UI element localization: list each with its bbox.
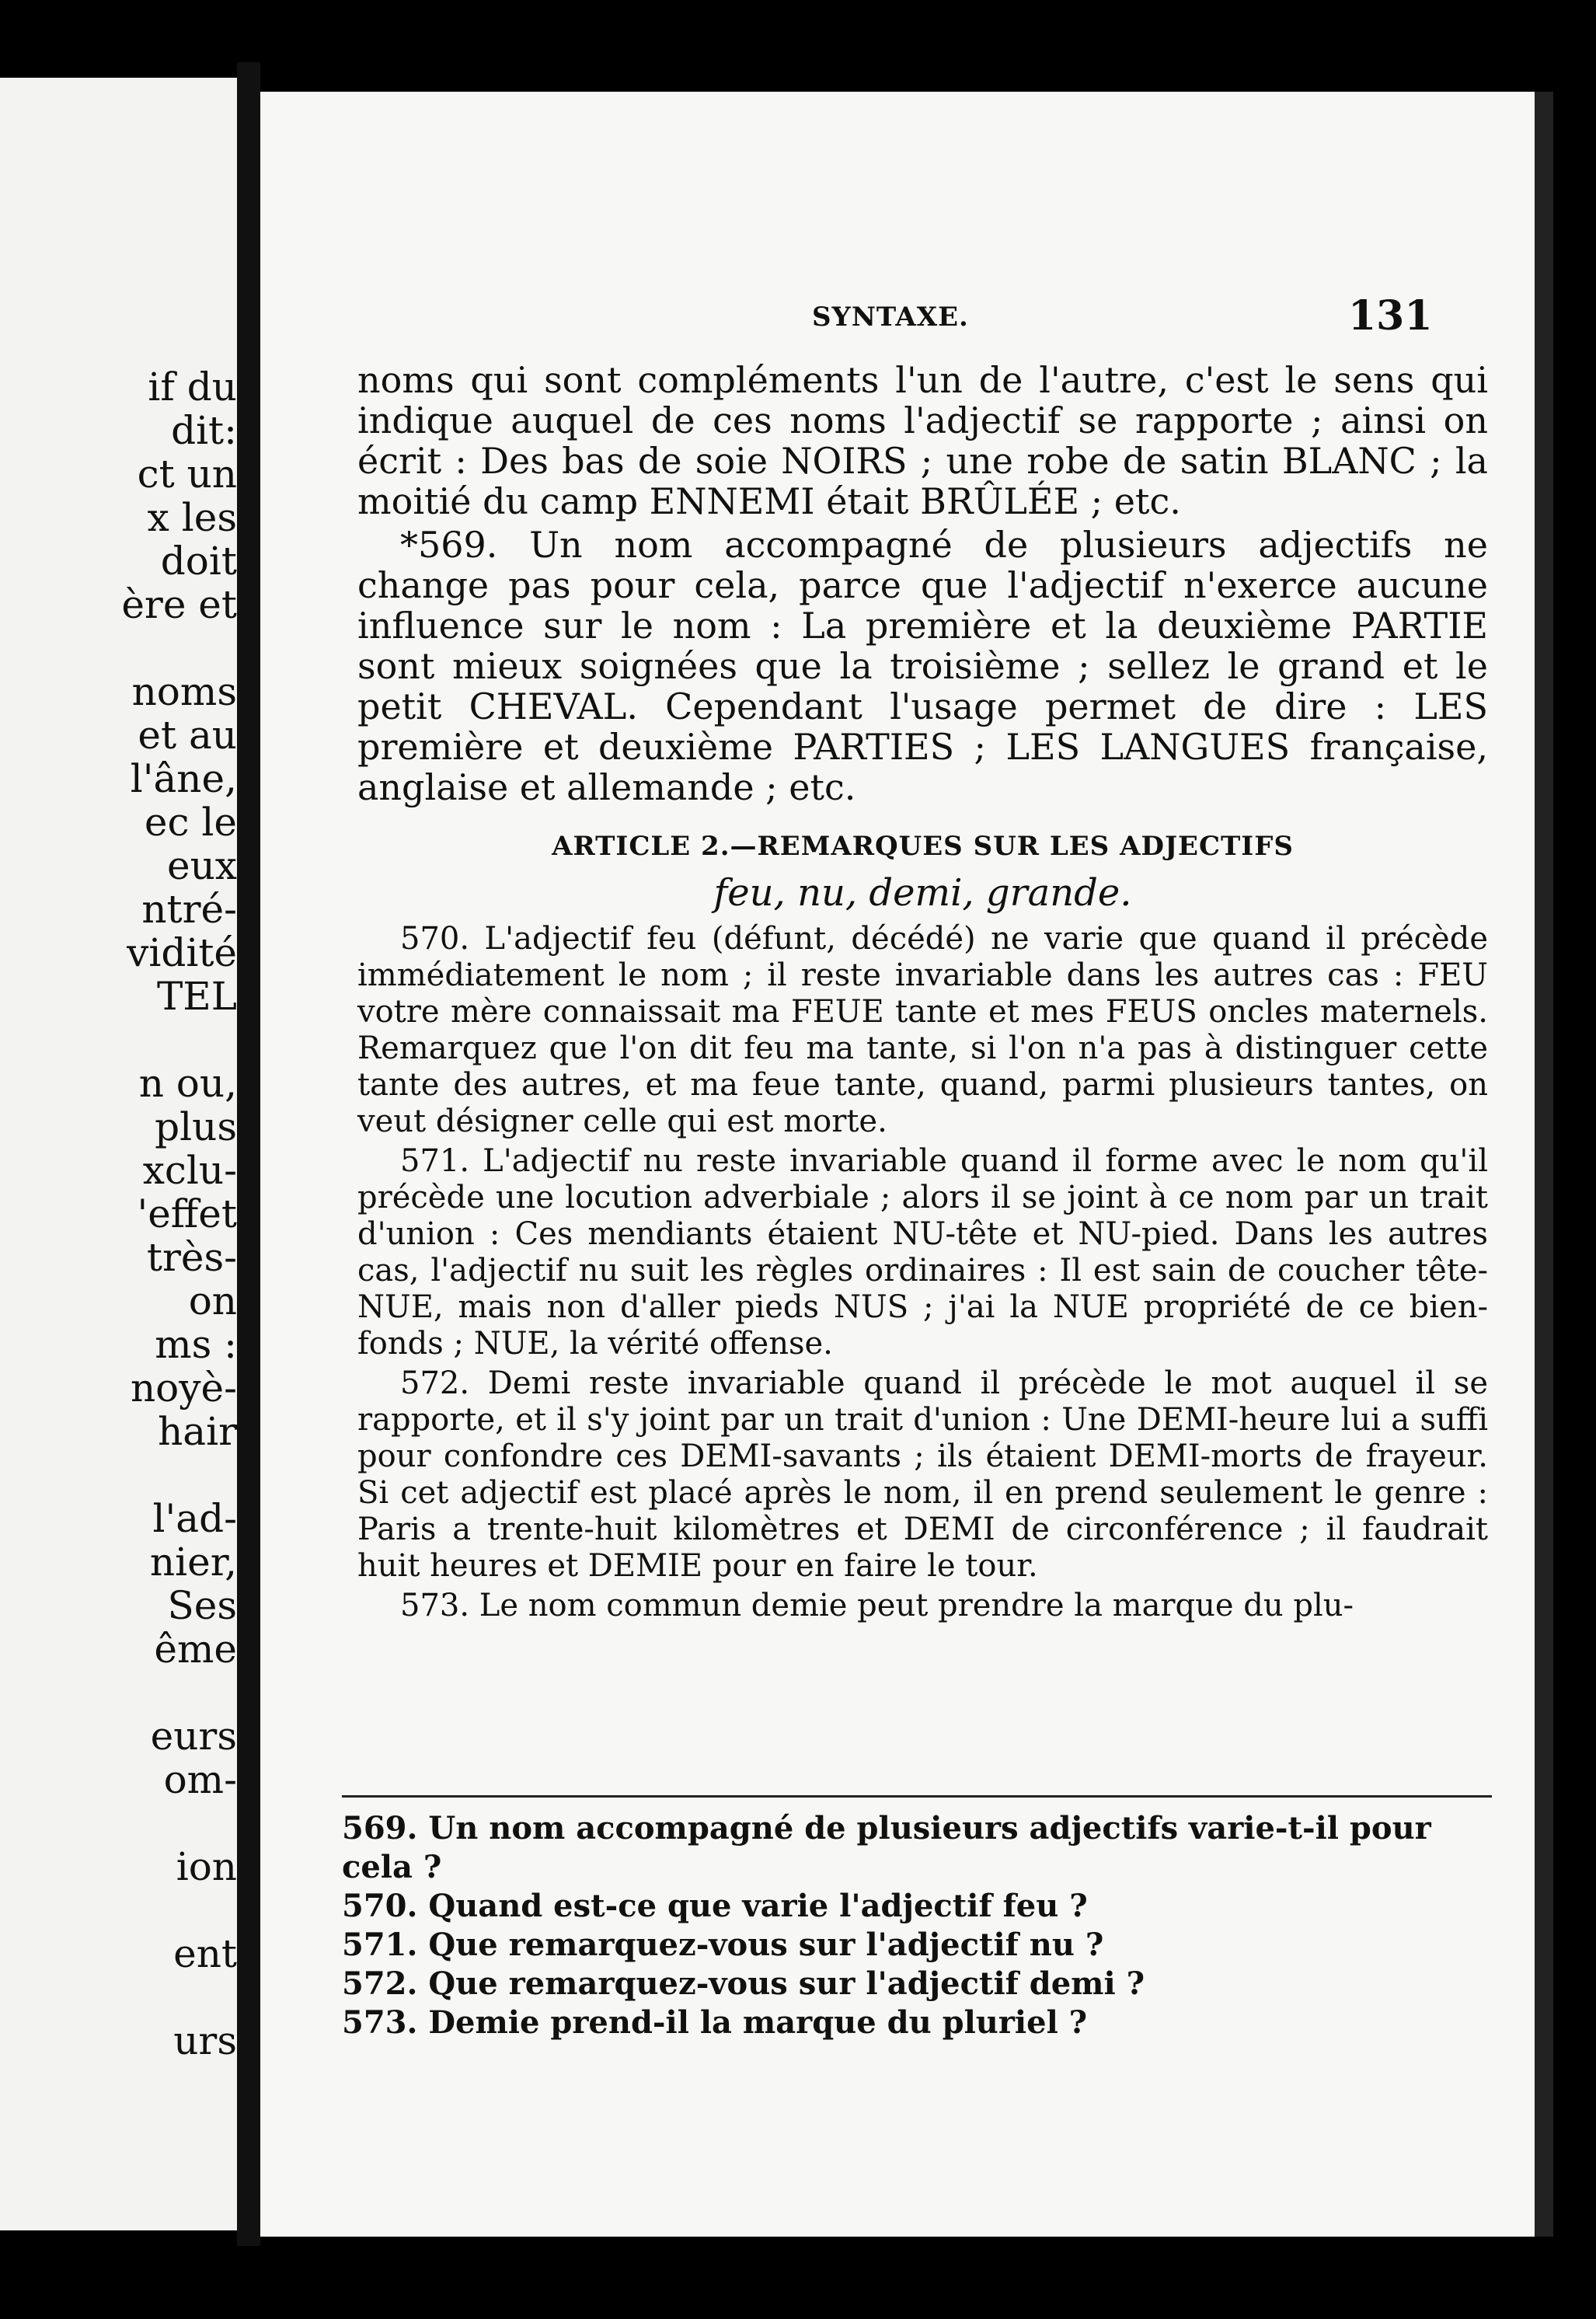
left-fragment: 'effet	[137, 1192, 237, 1236]
left-fragment: nier,	[149, 1540, 237, 1584]
left-fragment: l'âne,	[130, 757, 237, 800]
separator-rule	[342, 1795, 1492, 1798]
left-fragment: ms :	[155, 1323, 237, 1366]
questions-block	[342, 1809, 1492, 2042]
left-fragment: l'ad-	[152, 1497, 237, 1540]
paragraph-571: 571. L'adjectif nu reste invariable quand il forme avec le nom qu'il précède une locution adverbiale ; alors il se joint à ce nom par un trait d'union : Ces mendiants étaient NU-tête et NU-pied. Dans les autres cas, l'adjectif nu suit les règles ordinaires : Il est sain de coucher tête-NUE, mais non d'aller pieds NUS ; j'ai la NUE propriété de ce bien-fonds ; NUE, la vérité offense.	[357, 1143, 1488, 1362]
left-page	[0, 78, 237, 2230]
paragraph-569: *569. Un nom accompagné de plusieurs adjectifs ne change pas pour cela, parce que l'adjectif n'exerce aucune influence sur le nom : La première et la deuxième PARTIE sont mieux soignées que la troisième ; sellez le grand et le petit CHEVAL. Cependant l'usage permet de dire : LES première et deuxième PARTIES ; LES LANGUES française, anglaise et allemande ; etc.	[357, 524, 1488, 808]
left-fragment: urs	[173, 2019, 237, 2063]
question-571: 571. Que remarquez-vous sur l'adjectif nu ?	[342, 1927, 1104, 1963]
left-fragment	[4, 1888, 237, 1932]
left-fragment: doit	[160, 539, 237, 583]
paragraph-572: 572. Demi reste invariable quand il précède le mot auquel il se rapporte, et il s'y joint par un trait d'union : Une DEMI-heure lui a suffi pour confondre ces DEMI-savants ; ils étaient DEMI-morts de frayeur. Si cet adjectif est placé après le nom, il en prend seulement le genre : Paris a trente-huit kilomètres et DEMI de circonférence ; il faudrait huit heures et DEMIE pour en faire le tour.	[357, 1365, 1488, 1584]
left-fragment: ère et	[121, 583, 237, 626]
paragraph-continued: noms qui sont compléments l'un de l'autre, c'est le sens qui indique auquel de ces noms l'adjectif se rapporte ; ainsi on écrit : Des bas de soie NOIRS ; une robe de satin BLANC ; la moitié du camp ENNEMI était BRÛLÉE ; etc.	[357, 359, 1488, 522]
article-subtitle: feu, nu, demi, grande.	[713, 871, 1132, 915]
paragraph-570: 570. L'adjectif feu (défunt, décédé) ne varie que quand il précède immédiatement le nom ; il reste invariable dans les autres cas : FEU votre mère connaissait ma FEUE tante et mes FEUS oncles maternels. Remarquez que l'on dit feu ma tante, si l'on n'a pas à distinguer cette tante des autres, et ma feue tante, quand, parmi plusieurs tantes, on veut désigner celle qui est morte.	[357, 921, 1488, 1139]
left-fragment: noyè-	[130, 1366, 237, 1410]
left-fragment: vidité	[127, 931, 237, 975]
left-page-text-fragments	[4, 365, 237, 2063]
page-header	[260, 286, 1535, 348]
left-fragment: ême	[154, 1627, 237, 1671]
left-fragment: eurs	[150, 1714, 237, 1758]
question-570: 570. Quand est-ce que varie l'adjectif feu ?	[342, 1888, 1088, 1924]
left-fragment	[4, 1801, 237, 1845]
page-edge	[1535, 92, 1553, 2237]
left-fragment	[4, 1671, 237, 1714]
left-fragment: TEL	[156, 975, 237, 1018]
left-fragment	[4, 626, 237, 670]
main-text	[357, 360, 1488, 1627]
left-fragment: xclu-	[142, 1149, 237, 1192]
left-fragment: plus	[155, 1105, 237, 1149]
left-fragment: très-	[146, 1236, 237, 1279]
left-fragment	[4, 1976, 237, 2019]
left-fragment: hair	[158, 1410, 237, 1453]
left-fragment: ct un	[137, 452, 237, 496]
left-fragment: ent	[173, 1932, 237, 1976]
paragraph-573: 573. Le nom commun demie peut prendre la marque du plu-	[400, 1588, 1354, 1623]
left-fragment	[4, 1453, 237, 1497]
left-fragment: ion	[176, 1845, 237, 1888]
left-fragment: n ou,	[138, 1062, 237, 1105]
left-fragment	[4, 1018, 237, 1062]
left-fragment: et au	[138, 713, 237, 757]
left-fragment: on	[188, 1279, 237, 1323]
question-573: 573. Demie prend-il la marque du pluriel ?	[342, 2004, 1088, 2041]
right-page	[260, 92, 1535, 2237]
question-569: 569. Un nom accompagné de plusieurs adjectifs varie-t-il pour cela ?	[342, 1810, 1431, 1885]
left-fragment: om-	[163, 1758, 237, 1801]
page-number: 131	[1348, 292, 1433, 340]
left-fragment: x les	[147, 496, 237, 539]
left-fragment: dit:	[171, 409, 237, 452]
running-title: SYNTAXE.	[812, 302, 969, 333]
left-fragment: eux	[167, 844, 237, 887]
left-fragment: if du	[148, 365, 237, 409]
left-fragment: ec le	[144, 800, 237, 844]
left-fragment: noms	[131, 670, 237, 713]
question-572: 572. Que remarquez-vous sur l'adjectif demi ?	[342, 1965, 1145, 2002]
book-spine	[237, 62, 260, 2246]
left-fragment: ntré-	[141, 887, 237, 931]
left-fragment: Ses	[167, 1584, 237, 1627]
article-title: ARTICLE 2.—REMARQUES SUR LES ADJECTIFS	[552, 831, 1294, 862]
